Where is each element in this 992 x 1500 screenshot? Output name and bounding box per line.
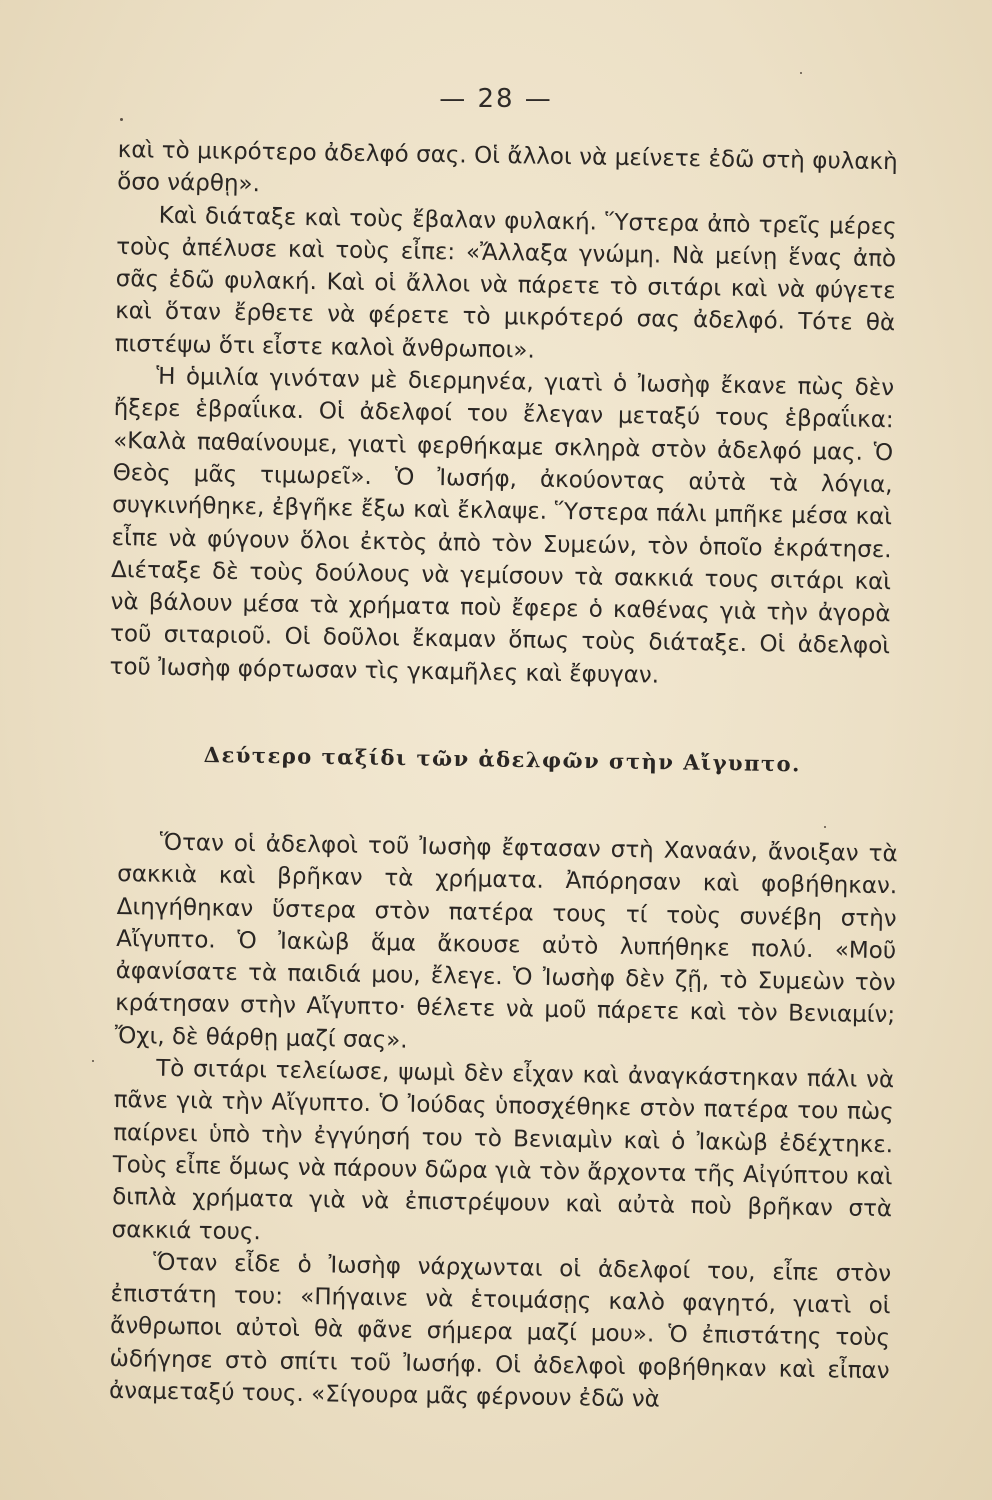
section-heading: Δεύτερο ταξίδι τῶν ἀδελφῶν στὴν Αἴγυπτο. (203, 742, 802, 777)
paragraph: Καὶ διάταξε καὶ τοὺς ἔβαλαν φυλακή. Ὕστερα ἀπὸ τρεῖς μέρες τοὺς ἀπέλυσε καὶ τοὺς εἶπε: «Ἄλλαξα γνώμη. Νὰ μείνῃ ἕνας ἀπὸ σᾶς ἐδῶ φυλακή. Καὶ οἱ ἄλλοι νὰ πάρετε τὸ σιτάρι καὶ νὰ φύγετε καὶ ὅταν ἔρθετε νὰ φέρετε τὸ μικρότερό σας ἀδελφό. Τότε θὰ πιστέψω ὅτι εἶστε καλοὶ ἄνθρωποι». (114, 202, 897, 364)
paragraph: Τὸ σιτάρι τελείωσε, ψωμὶ δὲν εἶχαν καὶ ἀναγκάστηκαν πάλι νὰ πᾶνε γιὰ τὴν Αἴγυπτο. Ὁ Ἰούδας ὑποσχέθηκε στὸν πατέρα του πὼς παίρνει ὑπὸ τὴν ἐγγύησή του τὸ Βενιαμὶν καὶ ὁ Ἰακὼβ ἐδέχτηκε. Τοὺς εἶπε ὅμως νὰ πάρουν δῶρα γιὰ τὸν ἄρχοντα τῆς Αἰγύπτου καὶ διπλὰ χρήματα γιὰ νὰ ἐπιστρέψουν καὶ αὐτὰ ποὺ βρῆκαν στὰ σακκιά τους. (111, 1055, 895, 1245)
paper-speck (800, 72, 802, 74)
paragraph: Ὅταν οἱ ἀδελφοὶ τοῦ Ἰωσὴφ ἔφτασαν στὴ Χαναάν, ἄνοιξαν τὰ σακκιὰ καὶ βρῆκαν τὰ χρήματα. Ἀπόρησαν καὶ φοβήθηκαν. Διηγήθηκαν ὕστερα στὸν πατέρα τους τί τοὺς συνέβη στὴν Αἴγυπτο. Ὁ Ἰακὼβ ἅμα ἄκουσε αὐτὸ λυπήθηκε πολύ. «Μοῦ ἀφανίσατε τὰ παιδιά μου, ἔλεγε. Ὁ Ἰωσὴφ δὲν ζῇ, τὸ Συμεὼν τὸν κράτησαν στὴν Αἴγυπτο· θέλετε νὰ μοῦ πάρετε καὶ τὸν Βενιαμίν; Ὄχι, δὲ θάρθῃ μαζί σας». (114, 829, 898, 1054)
paper-speck (92, 1060, 94, 1062)
text-block-top (109, 134, 898, 695)
text-block-bottom (109, 826, 898, 1420)
page-number: — 28 — (439, 84, 553, 114)
paragraph: Ὅταν εἶδε ὁ Ἰωσὴφ νάρχωνται οἱ ἀδελφοί του, εἶπε στὸν ἐπιστάτη του: «Πήγαινε νὰ ἑτοιμάσῃς καλὸ φαγητό, γιατὶ οἱ ἄνθρωποι αὐτοὶ θὰ φᾶνε σήμερα μαζί μου». Ὁ ἐπιστάτης τοὺς ὡδήγησε στὸ σπίτι τοῦ Ἰωσήφ. Οἱ ἀδελφοὶ φοβήθηκαν καὶ εἶπαν ἀναμεταξύ τους. «Σίγουρα μᾶς φέρνουν ἐδῶ νὰ (108, 1249, 892, 1413)
paragraph: καὶ τὸ μικρότερο ἀδελφό σας. Οἱ ἄλλοι νὰ μείνετε ἐδῶ στὴ φυλακὴ ὅσο νάρθῃ». (117, 136, 898, 198)
paper-speck (120, 118, 123, 121)
paper-speck (824, 826, 826, 828)
paragraph: Ἡ ὁμιλία γινόταν μὲ διερμηνέα, γιατὶ ὁ Ἰωσὴφ ἔκανε πὼς δὲν ἤξερε ἑβραΐικα. Οἱ ἀδελφοί του ἔλεγαν μεταξύ τους ἑβραΐικα: «Καλὰ παθαίνουμε, γιατὶ φερθήκαμε σκληρὰ στὸν ἀδελφό μας. Ὁ Θεὸς μᾶς τιμωρεῖ». Ὁ Ἰωσήφ, ἀκούοντας αὐτὰ τὰ λόγια, συγκινήθηκε, ἐβγῆκε ἔξω καὶ ἔκλαψε. Ὕστερα πάλι μπῆκε μέσα καὶ εἶπε νὰ φύγουν ὅλοι ἐκτὸς ἀπὸ τὸν Συμεών, τὸν ὁποῖο ἐκράτησε. Διέταξε δὲ τοὺς δούλους νὰ γεμίσουν τὰ σακκιά τους σιτάρι καὶ νὰ βάλουν μέσα τὰ χρήματα ποὺ ἔφερε ὁ καθένας γιὰ τὴν ἀγορὰ τοῦ σιταριοῦ. Οἱ δοῦλοι ἔκαμαν ὅπως τοὺς διάταξε. Οἱ ἀδελφοὶ τοῦ Ἰωσὴφ φόρτωσαν τὶς γκαμῆλες καὶ ἔφυγαν. (109, 363, 895, 689)
